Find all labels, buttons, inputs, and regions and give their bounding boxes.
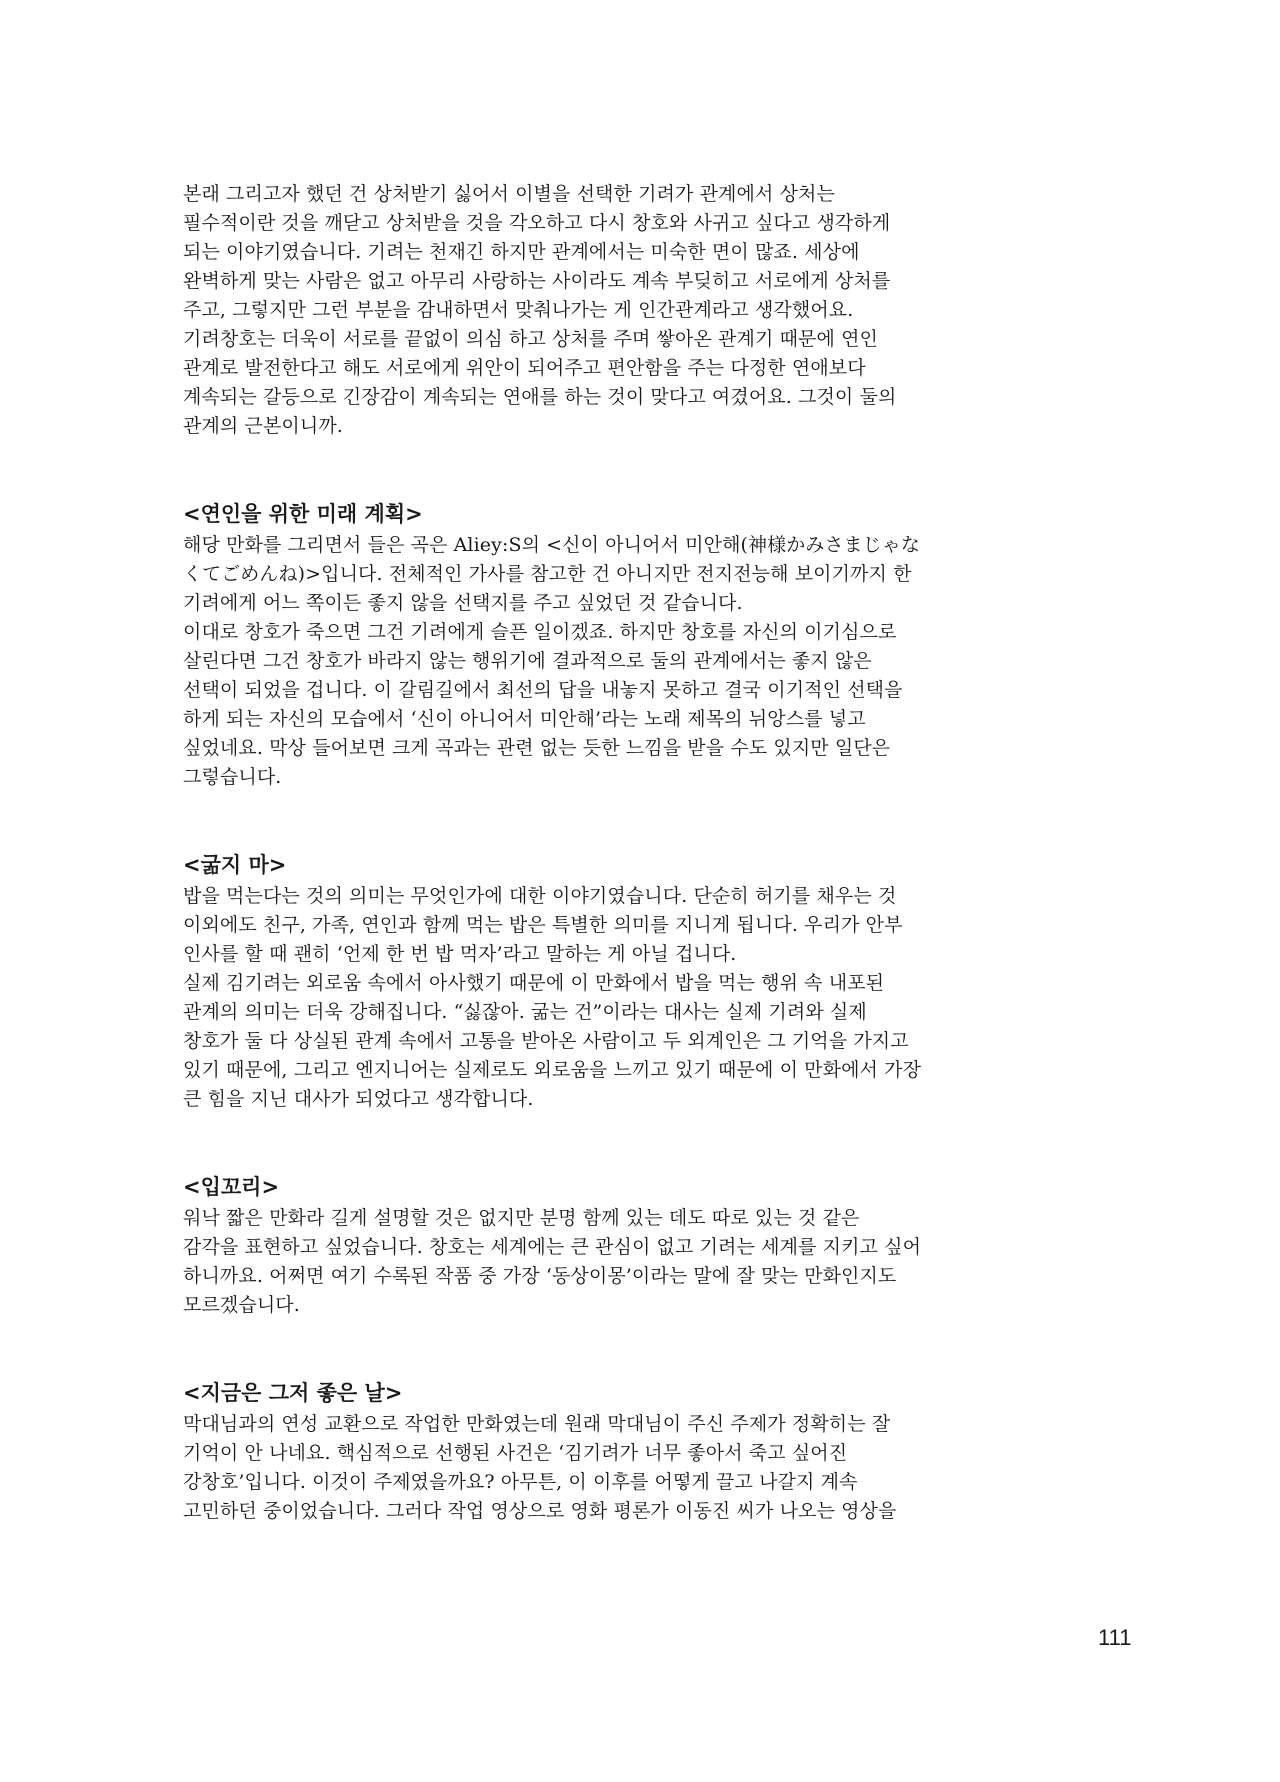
text-line: 되는 이야기였습니다. 기려는 천재긴 하지만 관계에서는 미숙한 면이 많죠. 세상에 [183, 241, 860, 263]
text-line: 이대로 창호가 죽으면 그건 기려에게 슬픈 일이겠죠. 하지만 창호를 자신의 이기심으로 [183, 621, 897, 643]
text-line: 주고, 그렇지만 그런 부분을 감내하면서 맞춰나가는 게 인간관계라고 생각했어요. [183, 299, 854, 321]
section-paragraph [183, 882, 1093, 969]
text-line: 관계의 근본이니까. [183, 415, 343, 437]
text-line: 있기 때문에, 그리고 엔지니어는 실제로도 외로움을 느끼고 있기 때문에 이 만화에서 가장 [183, 1059, 922, 1081]
text-line: 기려창호는 더욱이 서로를 끝없이 의심 하고 상처를 주며 쌓아온 관계기 때문에 연인 [183, 328, 878, 350]
text-line: 창호가 둘 다 상실된 관계 속에서 고통을 받아온 사람이고 두 외계인은 그 기억을 가지고 [183, 1030, 909, 1052]
text-line: 살린다면 그건 창호가 바라지 않는 행위기에 결과적으로 둘의 관계에서는 좋지 않은 [183, 650, 872, 672]
text-line: 큰 힘을 지닌 대사가 되었다고 생각합니다. [183, 1088, 534, 1110]
section-paragraph [183, 969, 1093, 1114]
section-future-plan [183, 499, 1093, 792]
text-line: 관계의 의미는 더욱 강해집니다. “싫잖아. 굶는 건”이라는 대사는 실제 기려와 실제 [183, 1001, 867, 1023]
text-line: 기려에게 어느 쪽이든 좋지 않을 선택지를 주고 싶었던 것 같습니다. [183, 592, 743, 614]
text-line: 기억이 안 나네요. 핵심적으로 선행된 사건은 ‘김기려가 너무 좋아서 죽고 싶어진 [183, 1442, 848, 1464]
section-heading: <연인을 위한 미래 계획> [183, 502, 423, 526]
intro-paragraph [183, 180, 1093, 441]
text-line: 싶었네요. 막상 들어보면 크게 곡과는 관련 없는 듯한 느낌을 받을 수도 있지만 일단은 [183, 737, 891, 759]
section-paragraph [183, 1204, 1093, 1320]
text-line: 모르겠습니다. [183, 1294, 300, 1316]
text-line: 계속되는 갈등으로 긴장감이 계속되는 연애를 하는 것이 맞다고 여겼어요. 그것이 둘의 [183, 386, 897, 408]
text-line: 막대님과의 연성 교환으로 작업한 만화였는데 원래 막대님이 주신 주제가 정확히는 잘 [183, 1413, 891, 1435]
text-line: 고민하던 중이었습니다. 그러다 작업 영상으로 영화 평론가 이동진 씨가 나오는 영상을 [183, 1500, 897, 1522]
page-content [183, 180, 1093, 1526]
text-line: 하게 되는 자신의 모습에서 ‘신이 아니어서 미안해’라는 노래 제목의 뉘앙스를 넣고 [183, 708, 866, 730]
text-line: 본래 그리고자 했던 건 상처받기 싫어서 이별을 선택한 기려가 관계에서 상처는 [183, 183, 835, 205]
text-line: 인사를 할 때 괜히 ‘언제 한 번 밥 먹자’라고 말하는 게 아닐 겁니다. [183, 943, 737, 965]
text-line: 실제 김기려는 외로움 속에서 아사했기 때문에 이 만화에서 밥을 먹는 행위 속 내포된 [183, 972, 885, 994]
text-line: 관계로 발전한다고 해도 서로에게 위안이 되어주고 편안함을 주는 다정한 연애보다 [183, 357, 866, 379]
section-dont-starve [183, 850, 1093, 1114]
text-line: 그렇습니다. [183, 766, 282, 788]
text-line: 이외에도 친구, 가족, 연인과 함께 먹는 밥은 특별한 의미를 지니게 됩니다. 우리가 안부 [183, 914, 903, 936]
text-line: くてごめんね)>입니다. 전체적인 가사를 참고한 건 아니지만 전지전능해 보이기까지 한 [183, 563, 912, 585]
section-paragraph [183, 1410, 1093, 1526]
section-heading: <지금은 그저 좋은 날> [183, 1381, 403, 1405]
text-line: 선택이 되었을 겁니다. 이 갈림길에서 최선의 답을 내놓지 못하고 결국 이기적인 선택을 [183, 679, 903, 701]
section-paragraph [183, 618, 1093, 792]
text-line: 필수적이란 것을 깨닫고 상처받을 것을 각오하고 다시 창호와 사귀고 싶다고 생각하게 [183, 212, 891, 234]
text-line: 하니까요. 어쩌면 여기 수록된 작품 중 가장 ‘동상이몽’이라는 말에 잘 맞는 만화인지도 [183, 1265, 897, 1287]
text-line: 강창호’입니다. 이것이 주제였을까요? 아무튼, 이 이후를 어떻게 끌고 나갈지 계속 [183, 1471, 858, 1493]
text-line: 워낙 짧은 만화라 길게 설명할 것은 없지만 분명 함께 있는 데도 따로 있는 것 같은 [183, 1207, 860, 1229]
section-paragraph [183, 531, 1093, 618]
section-heading: <입꼬리> [183, 1175, 280, 1199]
text-line: 밥을 먹는다는 것의 의미는 무엇인가에 대한 이야기였습니다. 단순히 허기를 채우는 것 [183, 885, 897, 907]
text-line: 완벽하게 맞는 사람은 없고 아무리 사랑하는 사이라도 계속 부딪히고 서로에게 상처를 [183, 270, 891, 292]
text-line: 감각을 표현하고 싶었습니다. 창호는 세계에는 큰 관심이 없고 기려는 세계를 지키고 싶어 [183, 1236, 922, 1258]
section-mouth-corner [183, 1172, 1093, 1320]
page-number: 111 [1098, 1625, 1132, 1650]
section-heading: <굶지 마> [183, 853, 287, 877]
text-line: 해당 만화를 그리면서 들은 곡은 Aliey:S의 <신이 아니어서 미안해(神様かみさまじゃな [183, 534, 920, 556]
section-good-day [183, 1378, 1093, 1526]
